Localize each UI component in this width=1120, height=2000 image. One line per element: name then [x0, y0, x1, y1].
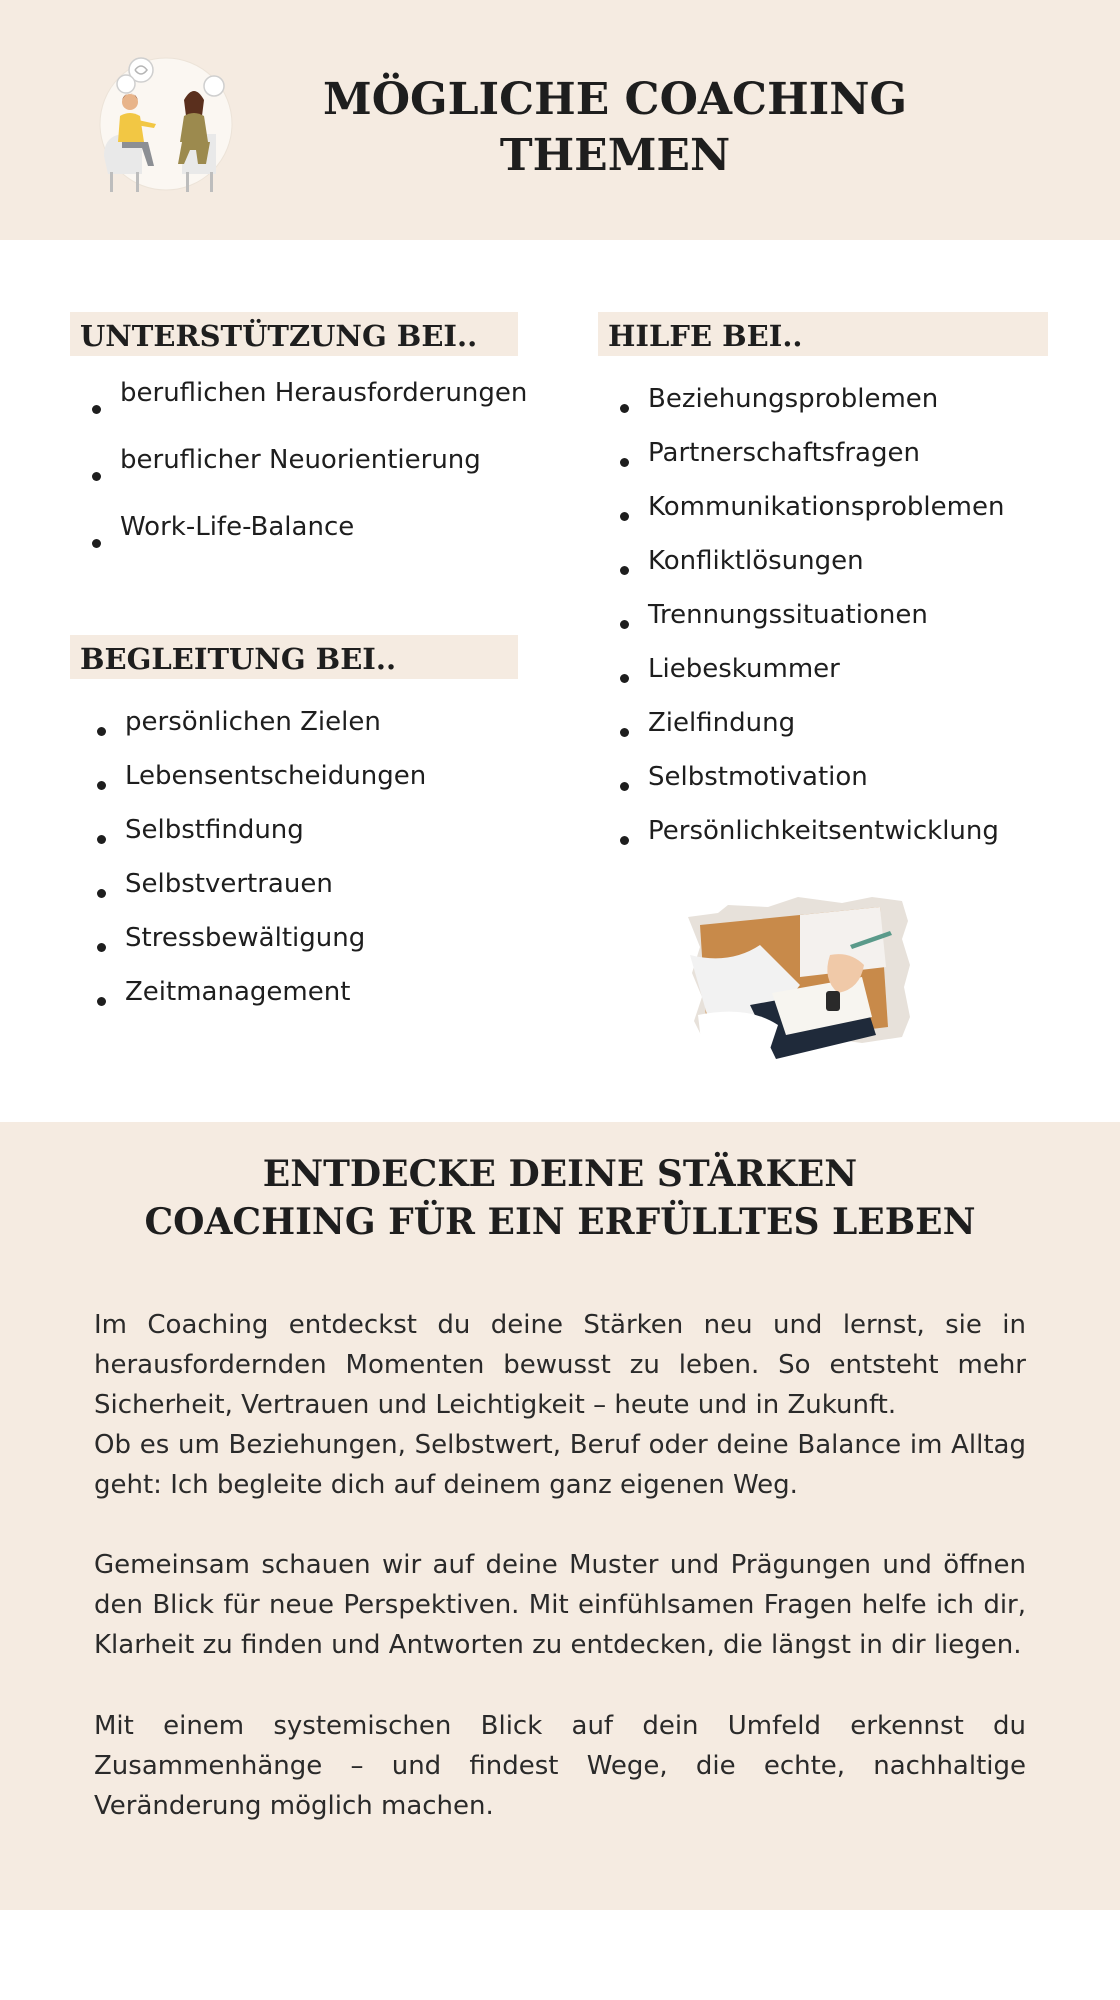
support-list: [90, 376, 527, 577]
header-banner: [0, 0, 1120, 240]
accompany-list: [95, 705, 426, 1029]
paragraph: Im Coaching entdeckst du deine Stärken neu und lernst, sie in herausfordernden Momenten bewusst zu leben. So entsteht mehr Sicherheit, Vertrauen und Leichtigkeit – heute und in Zukunft.: [94, 1310, 1026, 1420]
list-item: Stressbewältigung: [95, 921, 426, 975]
list-item: persönlichen Zielen: [95, 705, 426, 759]
list-item: Kommunikationsproblemen: [618, 490, 1004, 544]
list-item: Partnerschaftsfragen: [618, 436, 1004, 490]
paragraph: Mit einem systemischen Blick auf dein Umfeld erkennst du Zusammenhänge – und findest Wege, die echte, nachhaltige Veränderung möglich machen.: [94, 1711, 1026, 1821]
accompany-heading: BEGLEITUNG BEI..: [70, 635, 518, 679]
paragraph: Ob es um Beziehungen, Selbstwert, Beruf oder deine Balance im Alltag geht: Ich begleite dich auf deinem ganz eigenen Weg.: [94, 1430, 1026, 1500]
page-title: [300, 72, 930, 184]
list-item: Selbstvertrauen: [95, 867, 426, 921]
help-heading: HILFE BEI..: [598, 312, 1048, 356]
list-item: Zeitmanagement: [95, 975, 426, 1029]
subtitle: [0, 1150, 1120, 1246]
help-list: [618, 382, 1004, 868]
list-item: beruflicher Neuorientierung: [90, 443, 527, 510]
list-item: beruflichen Herausforderungen: [90, 376, 527, 443]
subtitle-line-1: ENTDECKE DEINE STÄRKEN: [262, 1153, 858, 1195]
list-item: Selbstmotivation: [618, 760, 1004, 814]
list-item: Liebeskummer: [618, 652, 1004, 706]
page-title-line-2: THEMEN: [499, 130, 731, 181]
list-item: Beziehungsproblemen: [618, 382, 1004, 436]
list-item: Selbstfindung: [95, 813, 426, 867]
writing-notes-photo: [680, 895, 912, 1070]
paragraph: Gemeinsam schauen wir auf deine Muster und Prägungen und öffnen den Blick für neue Perspektiven. Mit einfühlsamen Fragen helfe ich dir, Klarheit zu finden und Antworten zu entdecken, die längst in dir liegen.: [94, 1550, 1026, 1660]
subtitle-line-2: COACHING FÜR EIN ERFÜLLTES LEBEN: [144, 1201, 976, 1243]
list-item: Lebensentscheidungen: [95, 759, 426, 813]
coaching-conversation-icon: [86, 56, 246, 196]
list-item: Trennungssituationen: [618, 598, 1004, 652]
list-item: Work-Life-Balance: [90, 510, 527, 577]
list-item: Persönlichkeitsentwicklung: [618, 814, 1004, 868]
list-item: Konfliktlösungen: [618, 544, 1004, 598]
support-heading: UNTERSTÜTZUNG BEI..: [70, 312, 518, 356]
list-item: Zielfindung: [618, 706, 1004, 760]
page-title-line-1: MÖGLICHE COACHING: [322, 74, 908, 125]
